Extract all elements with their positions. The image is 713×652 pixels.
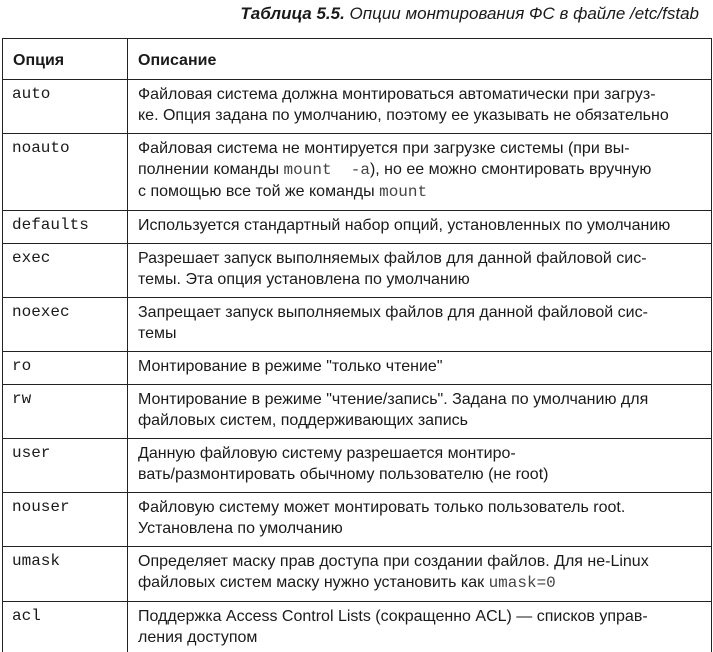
description-line [138,105,701,126]
description-line [138,518,701,539]
description-text: Файловую систему может монтировать только пользователь root. [138,499,625,516]
description-text: Данную файловую систему разрешается монтиро- [138,445,516,462]
description-text: ке. Опция задана по умолчанию, поэтому ее указывать не обязательно [138,107,669,124]
table-row [3,298,712,352]
description-text: Разрешает запуск выполняемых файлов для данной файловой сис- [138,250,647,267]
description-text: Монтирование в режиме "только чтение" [138,358,443,375]
option-cell: noexec [3,298,128,352]
description-cell [128,385,712,439]
table-row [3,134,712,211]
table-row [3,211,712,244]
description-line [138,159,701,181]
table-row [3,602,712,652]
table-row [3,547,712,602]
description-line [138,323,701,344]
description-text: Используется стандартный набор опций, установленных по умолчанию [138,217,670,234]
option-cell: nouser [3,493,128,547]
description-text: ления доступом [138,629,257,646]
table-number: Таблица 5.5. [240,4,344,23]
table-row [3,439,712,493]
description-cell [128,80,712,134]
description-cell [128,547,712,602]
description-text: файловых систем маску нужно установить как [138,574,489,591]
header-row [3,39,712,80]
table-body [3,80,712,652]
table-row [3,493,712,547]
inline-command: mount -a [284,161,370,179]
description-text: Монтирование в режиме "чтение/запись". Задана по умолчанию для [138,391,648,408]
option-cell: rw [3,385,128,439]
description-text: ), но ее можно смонтировать вручную [370,161,651,178]
table-header [3,39,712,80]
description-text: Поддержка Access Control Lists (сокращенно ACL) — списков управ- [138,608,648,625]
description-line [138,181,701,203]
description-line [138,389,701,410]
mount-options-table [2,38,712,652]
description-line [138,464,701,485]
description-cell [128,352,712,385]
description-cell [128,298,712,352]
description-cell [128,211,712,244]
description-text: с помощью все той же команды [138,183,379,200]
description-line [138,356,701,377]
description-line [138,84,701,105]
description-cell [128,439,712,493]
description-text: Файловая система должна монтироваться автоматически при загруз- [138,86,656,103]
description-line [138,627,701,648]
option-cell: user [3,439,128,493]
description-text: вать/размонтировать обычному пользователю (не root) [138,466,548,483]
description-line [138,443,701,464]
option-cell: defaults [3,211,128,244]
option-cell: umask [3,547,128,602]
description-text: полнении команды [138,161,284,178]
inline-command: umask=0 [489,574,556,592]
table-row [3,385,712,439]
table-row [3,244,712,298]
option-cell: auto [3,80,128,134]
option-cell: acl [3,602,128,652]
description-line [138,269,701,290]
description-cell [128,134,712,211]
option-cell: exec [3,244,128,298]
description-line [138,215,701,236]
table-row [3,80,712,134]
description-line [138,248,701,269]
description-cell [128,602,712,652]
description-line [138,572,701,594]
description-line [138,138,701,159]
description-cell [128,244,712,298]
description-cell [128,493,712,547]
header-option: Опция [3,39,128,80]
option-cell: ro [3,352,128,385]
description-line [138,497,701,518]
description-text: темы. Эта опция установлена по умолчанию [138,271,470,288]
description-text: Запрещает запуск выполняемых файлов для данной файловой сис- [138,304,648,321]
description-line [138,551,701,572]
description-text: Установлена по умолчанию [138,520,343,537]
table-caption [240,4,699,24]
description-line [138,302,701,323]
description-line [138,410,701,431]
description-text: Файловая система не монтируется при загрузке системы (при вы- [138,140,630,157]
option-cell: noauto [3,134,128,211]
description-text: темы [138,325,177,342]
inline-command: mount [379,183,427,201]
table-title: Опции монтирования ФС в файле /etc/fstab [350,4,699,23]
header-description: Описание [128,39,712,80]
description-text: файловых систем, поддерживающих запись [138,412,468,429]
description-text: Определяет маску прав доступа при создании файлов. Для не-Linux [138,553,649,570]
table-row [3,352,712,385]
